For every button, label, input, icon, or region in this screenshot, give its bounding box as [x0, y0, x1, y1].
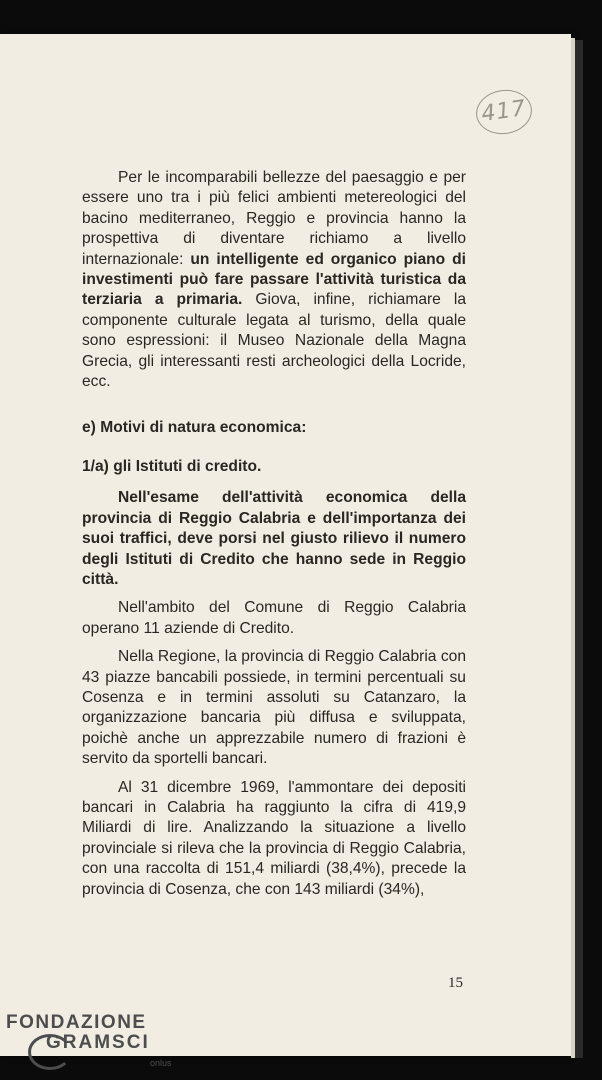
paragraph-tourism-emphasis: un intelligente ed organico piano di investimenti può fare passare l'attività turistica da terziaria a primaria. — [82, 250, 466, 309]
paragraph-deposits: Al 31 dicembre 1969, l'ammontare dei depositi bancari in Calabria ha raggiunto la cifra di 419,9 Miliardi di lire. Analizzando la situazione a livello provinciale si rileva che la provincia di Reggio Calabria, con una raccolta di 151,4 miliardi (38,4%), precede la provincia di Cosenza, che con 143 miliardi (34%), — [82, 778, 466, 898]
watermark-line-1: FONDAZIONE — [6, 1012, 147, 1033]
page-shadow — [575, 40, 583, 1058]
document-page — [0, 34, 571, 1056]
watermark-line-3: onlus — [150, 1058, 172, 1068]
paragraph-tourism — [82, 168, 466, 392]
subsection-heading-credit-institutes: 1/a) gli Istituti di credito. — [82, 457, 262, 475]
page-number: 15 — [448, 975, 463, 991]
watermark-logo-icon — [28, 1034, 72, 1070]
paragraph-credit-intro: Nell'esame dell'attività economica della provincia di Reggio Calabria e dell'importanza dei suoi traffici, deve porsi nel giusto rilievo il numero degli Istituti di Credito che hanno sede in Reggio città. — [82, 489, 466, 588]
watermark-line-2: GRAMSCI — [46, 1032, 150, 1053]
page-body — [82, 168, 466, 900]
fondazione-gramsci-watermark — [6, 1012, 172, 1068]
section-heading-economic-motives: e) Motivi di natura economica: — [82, 419, 307, 437]
paragraph-region: Nella Regione, la provincia di Reggio Calabria con 43 piazze bancabili possiede, in termini percentuali su Cosenza e in termini assoluti su Catanzaro, la organizzazione bancaria più diffusa e sviluppata, poichè anche un apprezzabile numero di frazioni è servito da sportelli bancari. — [82, 648, 466, 768]
paragraph-municipality: Nell'ambito del Comune di Reggio Calabria operano 11 aziende di Credito. — [82, 599, 466, 637]
paragraph-tourism-outro: Giova, infine, richiamare la componente culturale legata al turismo, della quale sono espressioni: il Museo Nazionale della Magna Grecia, gli interessanti resti archeologici della Locride, ecc. — [82, 291, 466, 391]
paragraph-tourism-intro: Per le incomparabili bellezze del paesaggio e per essere uno tra i più felici ambienti metereologici del bacino mediterraneo, Reggio e provincia hanno la prospettiva di diventare richiamo a livello internazionale: — [82, 169, 466, 268]
archive-number-stamp: 417 — [473, 86, 535, 137]
